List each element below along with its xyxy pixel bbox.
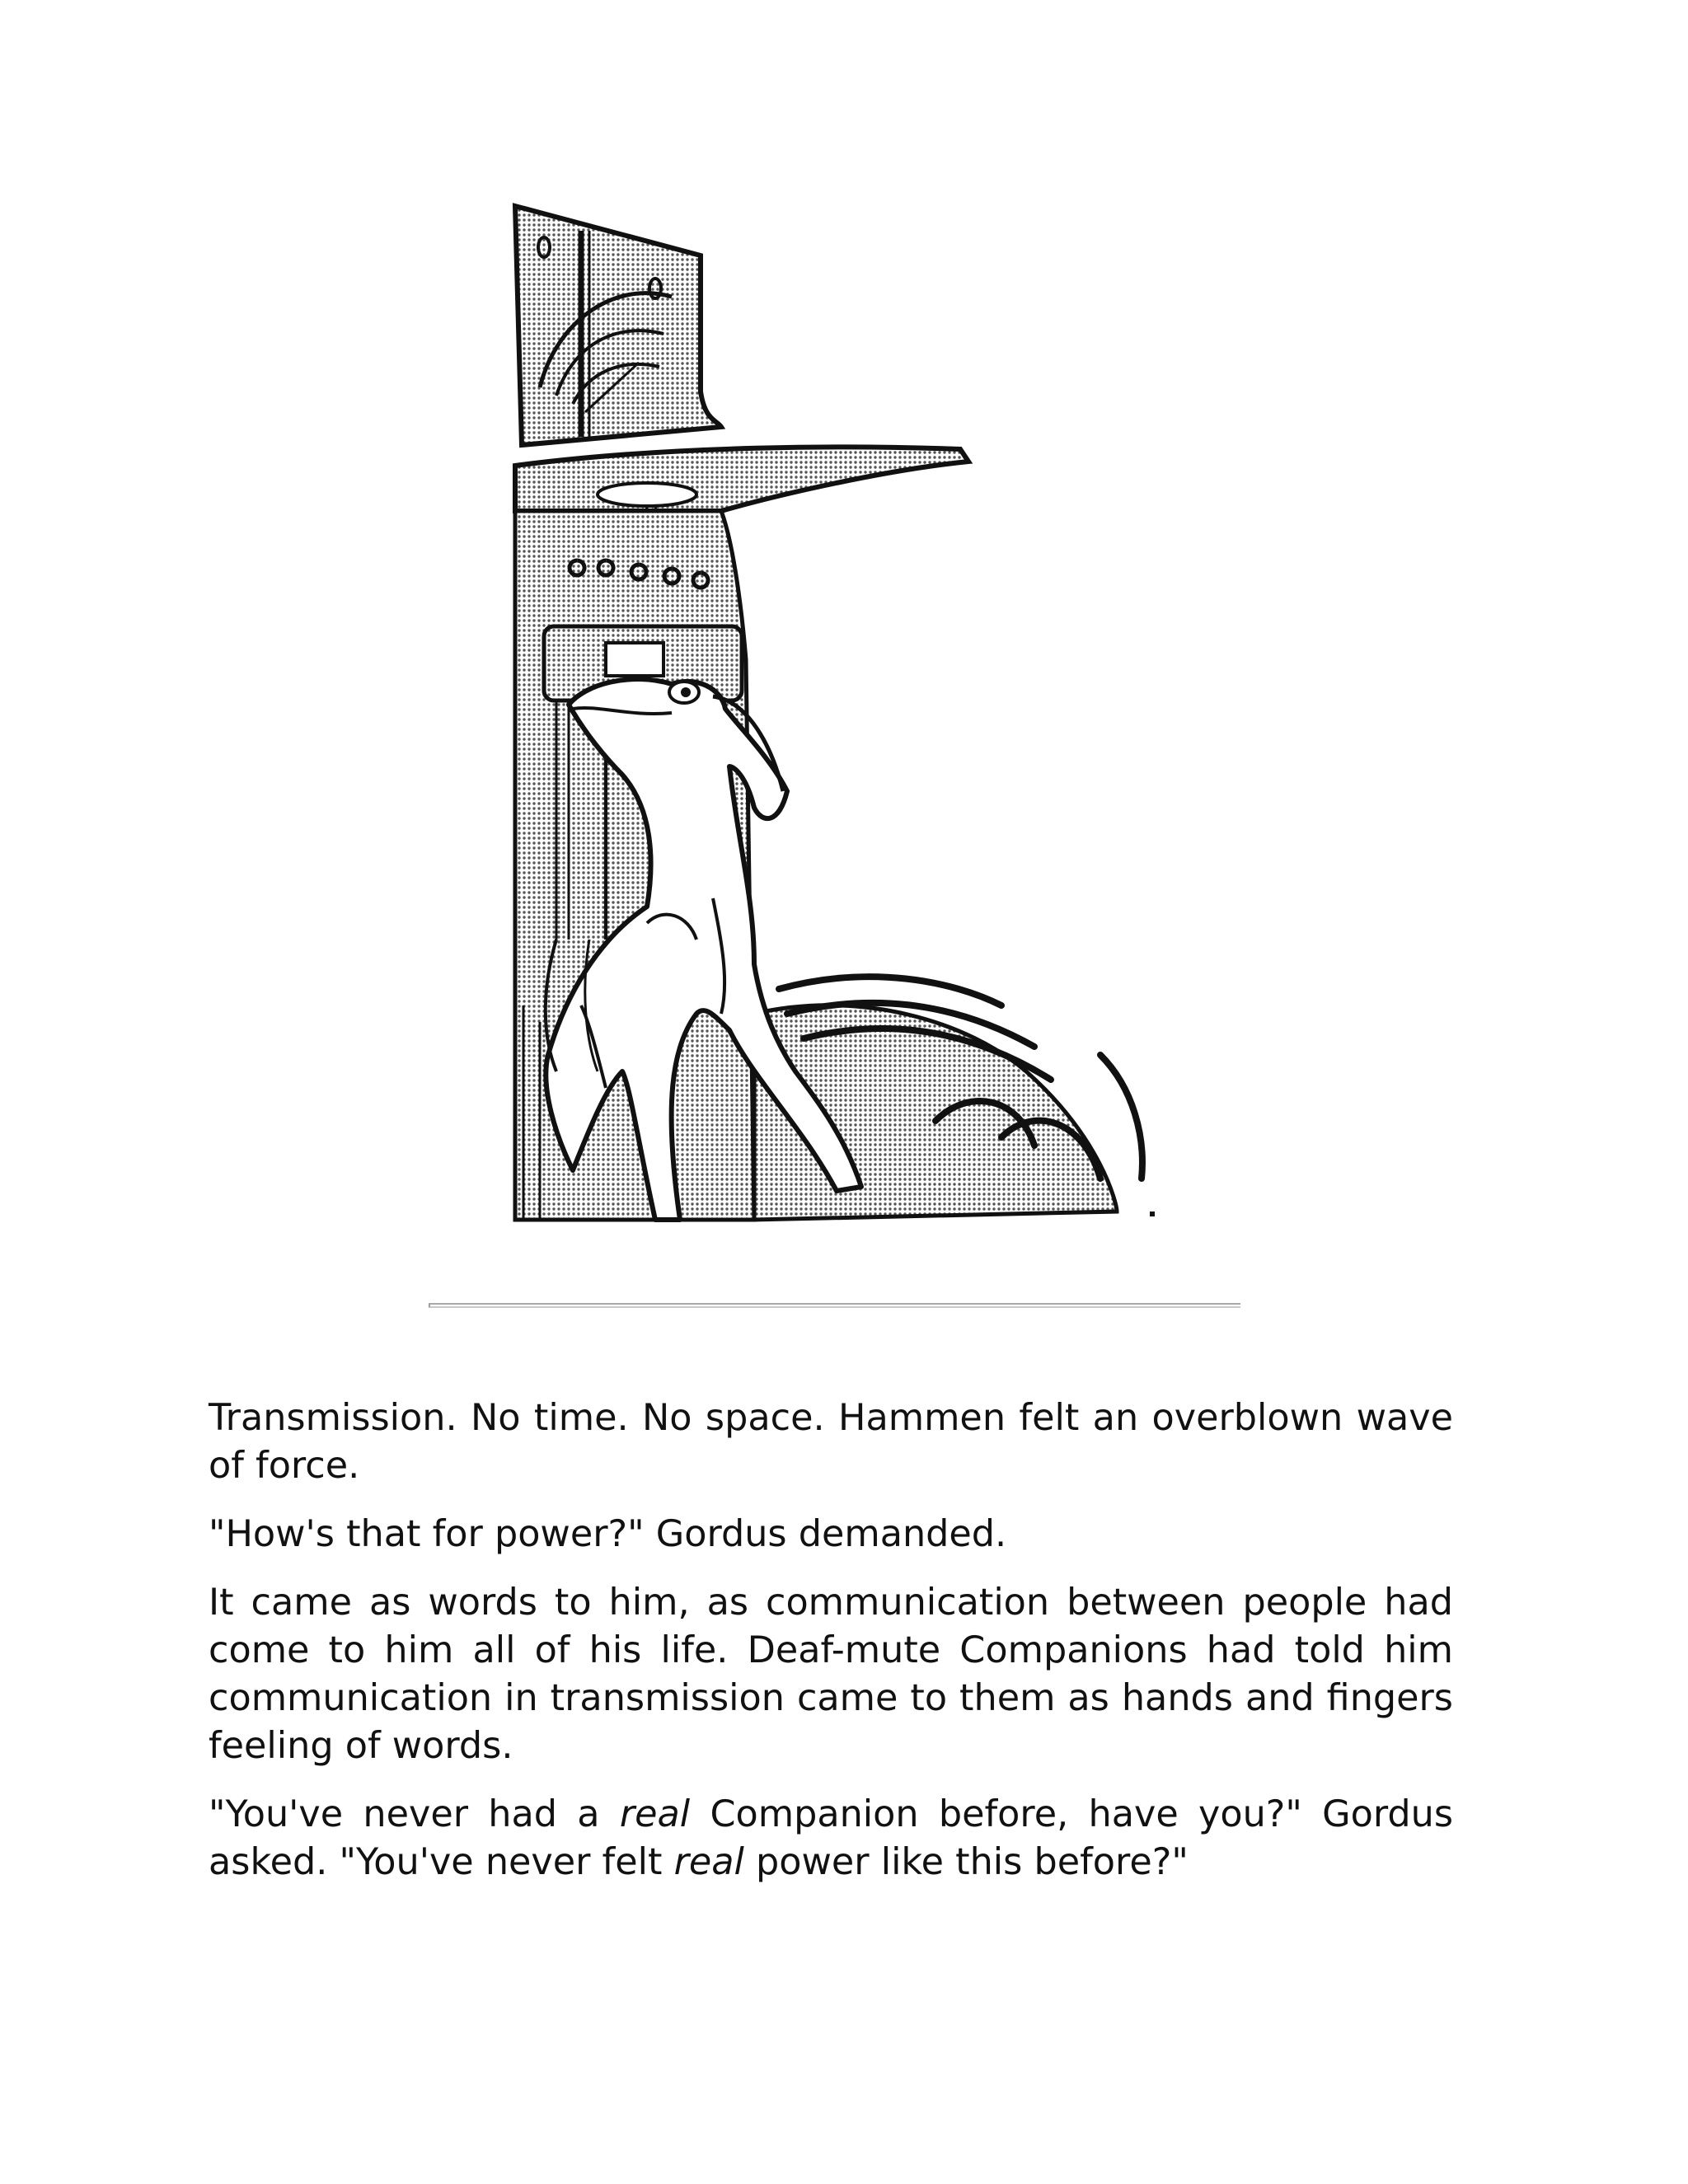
paragraph-3: It came as words to him, as communication between people had come to him all of his life. Deaf-mute Companions had told him communication in transmission came to them as hands and fingers feeling of words. [209, 1582, 1453, 1767]
paragraph-2: "How's that for power?" Gordus demanded. [209, 1513, 1007, 1555]
horizontal-divider [429, 1303, 1240, 1308]
paragraph-1: Transmission. No time. No space. Hammen felt an overblown wave of force. [209, 1397, 1453, 1487]
paragraph-4 [209, 1791, 1453, 1886]
paragraph-4-part-2: Companion before, have you?" Gordus asked. "You've never felt [209, 1793, 1453, 1883]
paragraph-4-part-3: power like this before?" [743, 1841, 1189, 1883]
ink-speck [1150, 1212, 1155, 1216]
greyhound-console-illustration [507, 198, 1166, 1228]
paragraph-4-part-1: "You've never had a [209, 1793, 620, 1835]
story-text [209, 1394, 1453, 1907]
emphasis-real-2: real [673, 1841, 744, 1883]
upper-console-panel [515, 206, 721, 445]
emphasis-real-1: real [619, 1793, 691, 1835]
